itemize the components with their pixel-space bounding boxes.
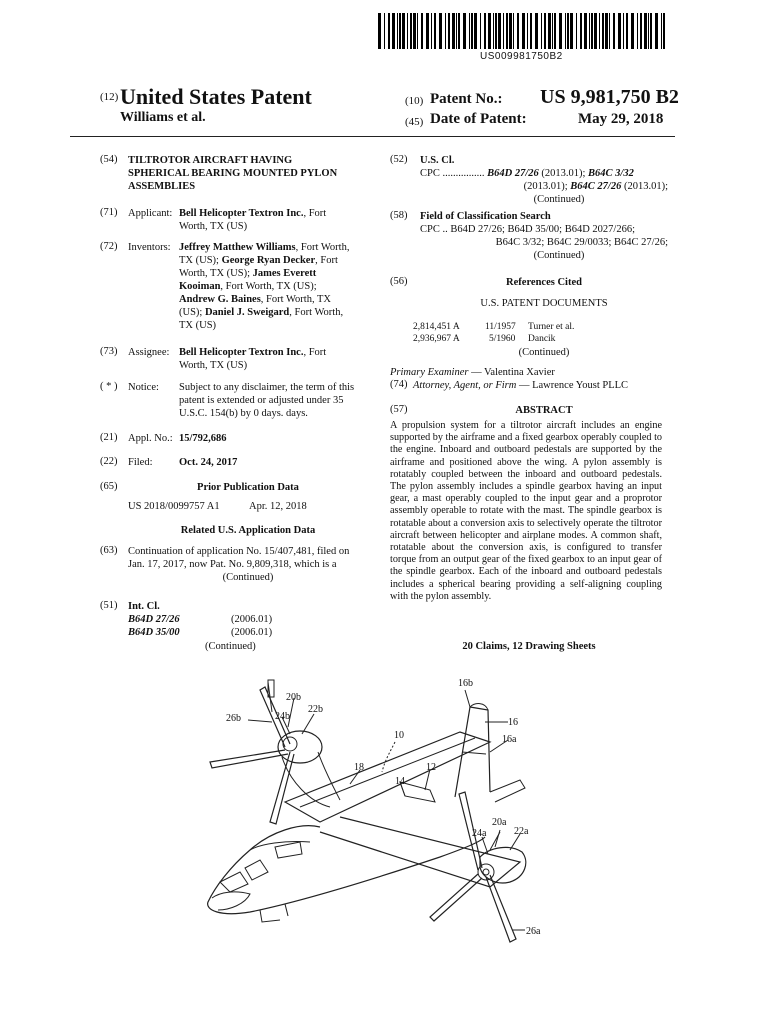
barcode (378, 13, 668, 49)
barcode-bar (480, 13, 481, 49)
filed-label: Filed: (128, 457, 153, 468)
inventors-code: (72) (100, 241, 118, 252)
abstract-heading: ABSTRACT (515, 405, 573, 416)
patent-number: US 9,981,750 B2 (540, 86, 679, 108)
inventor-line: TX (US); George Ryan Decker, Fort (179, 255, 338, 266)
field-search-code: (58) (390, 210, 408, 221)
barcode-bar (456, 13, 457, 49)
barcode-bar (544, 13, 546, 49)
barcode-bar (410, 13, 412, 49)
barcode-bar (503, 13, 504, 49)
barcode-bar (452, 13, 455, 49)
patent-no-code: (10) (405, 95, 424, 107)
inventor-line: TX (US) (179, 320, 217, 331)
barcode-bar (591, 13, 593, 49)
int-cl-code: (51) (100, 600, 118, 611)
barcode-bar (623, 13, 624, 49)
barcode-bar (570, 13, 573, 49)
barcode-bar (594, 13, 597, 49)
barcode-bar (631, 13, 634, 49)
barcode-bar (397, 13, 398, 49)
barcode-bar (648, 13, 649, 49)
barcode-bar (417, 13, 418, 49)
inventors-label: Inventors: (128, 242, 171, 253)
barcode-bar (445, 13, 446, 49)
label-20b: 20b (286, 692, 301, 703)
label-24a: 24a (472, 828, 487, 839)
barcode-bar (434, 13, 436, 49)
int-cl-continued: (Continued) (205, 641, 256, 652)
ref-date-1: 11/1957 (485, 322, 516, 332)
barcode-bar (650, 13, 652, 49)
appl-no-value: 15/792,686 (179, 433, 227, 444)
appl-no-code: (21) (100, 432, 118, 443)
abstract-code: (57) (390, 404, 408, 415)
barcode-bar (469, 13, 470, 49)
continuation-text: Continuation of application No. 15/407,481, filed on Jan. 17, 2017, now Pat. No. 9,809,318, which is a (Continued) (128, 546, 350, 583)
ref-number-1: 2,814,451 A (413, 322, 460, 332)
prior-pub-date: Apr. 12, 2018 (249, 501, 307, 512)
barcode-bar (661, 13, 662, 49)
appl-no-label: Appl. No.: (128, 433, 173, 444)
barcode-bar (474, 13, 477, 49)
inventors-short: Williams et al. (120, 110, 206, 125)
barcode-bar (378, 13, 381, 49)
inventors-list (179, 241, 349, 332)
int-cl-version-1: (2006.01) (231, 614, 273, 625)
barcode-bar (458, 13, 460, 49)
barcode-bar (498, 13, 501, 49)
barcode-bar (399, 13, 401, 49)
inventor-line: Jeffrey Matthew Williams, Fort Worth, (179, 242, 350, 253)
label-10: 10 (394, 730, 404, 741)
barcode-bar (554, 13, 556, 49)
barcode-bar (559, 13, 562, 49)
us-cl-continued: (Continued) (533, 194, 585, 205)
us-cl-code: (52) (390, 154, 408, 165)
barcode-bar (439, 13, 442, 49)
ref-name-2: Dancik (528, 334, 556, 344)
barcode-bar (618, 13, 621, 49)
barcode-bar (640, 13, 642, 49)
barcode-bar (527, 13, 528, 49)
barcode-bar (567, 13, 569, 49)
barcode-bar (541, 13, 542, 49)
invention-title: TILTROTOR AIRCRAFT HAVING SPHERICAL BEARING MOUNTED PYLON ASSEMBLIES (128, 155, 338, 192)
inventor-line: Andrew G. Baines, Fort Worth, TX (179, 294, 332, 305)
barcode-bar (599, 13, 600, 49)
inventor-line: (US); Daniel J. Sweigard, Fort Worth, (179, 307, 344, 318)
label-24b: 24b (275, 711, 290, 722)
barcode-bar (509, 13, 512, 49)
barcode-bar (493, 13, 494, 49)
barcode-bar (626, 13, 628, 49)
barcode-bar (407, 13, 408, 49)
barcode-bar (495, 13, 497, 49)
assignee-value: Bell Helicopter Textron Inc., Fort Worth, TX (US) (179, 347, 327, 371)
date-label: Date of Patent: (430, 111, 527, 127)
barcode-bar (609, 13, 610, 49)
barcode-bar (431, 13, 432, 49)
barcode-bar (602, 13, 604, 49)
label-26a: 26a (526, 926, 541, 937)
barcode-bar (426, 13, 429, 49)
filed-code: (22) (100, 456, 118, 467)
refs-code: (56) (390, 276, 408, 287)
barcode-bar (535, 13, 538, 49)
refs-heading: References Cited (506, 277, 582, 288)
label-16: 16 (508, 717, 518, 728)
barcode-bar (448, 13, 450, 49)
barcode-bar (522, 13, 525, 49)
us-cl-cpc-line1: CPC ................ B64D 27/26 (2013.01); B64C 3/32 (420, 168, 634, 179)
attorney-code: (74) (390, 379, 408, 390)
int-cl-class-1: B64D 27/26 (128, 614, 180, 625)
ref-name-1: Turner et al. (528, 322, 575, 332)
barcode-bar (413, 13, 416, 49)
barcode-bar (565, 13, 566, 49)
int-cl-class-2: B64D 35/00 (128, 627, 180, 638)
assignee-label: Assignee: (128, 347, 170, 358)
applicant-value: Bell Helicopter Textron Inc., Fort Worth, TX (US) (179, 208, 327, 232)
barcode-bar (580, 13, 582, 49)
barcode-bar (576, 13, 577, 49)
ref-number-2: 2,936,967 A (413, 334, 460, 344)
field-search-text: CPC .. B64D 27/26; B64D 35/00; B64D 2027/266; B64C 3/32; B64C 29/0033; B64C 27/26; (Continued) (420, 224, 668, 261)
barcode-bar (589, 13, 590, 49)
barcode-bar (637, 13, 638, 49)
int-cl-version-2: (2006.01) (231, 627, 273, 638)
inventor-line: Kooiman, Fort Worth, TX (US); (179, 281, 317, 292)
barcode-bar (471, 13, 473, 49)
barcode-bar (655, 13, 658, 49)
filed-value: Oct. 24, 2017 (179, 457, 238, 468)
barcode-bar (506, 13, 508, 49)
us-cl-cpc-line2: (2013.01); B64C 27/26 (2013.01); (523, 181, 668, 192)
ref-date-2: 5/1960 (489, 334, 516, 344)
label-16b: 16b (458, 678, 473, 689)
label-20a: 20a (492, 817, 507, 828)
barcode-bar (663, 13, 665, 49)
label-18: 18 (354, 762, 364, 773)
label-12: 12 (426, 762, 436, 773)
assignee-code: (73) (100, 346, 118, 357)
continuation-code: (63) (100, 545, 118, 556)
inventor-line: Worth, TX (US); James Everett (179, 268, 317, 279)
barcode-bar (644, 13, 647, 49)
barcode-bar (402, 13, 405, 49)
barcode-bar (463, 13, 466, 49)
tiltrotor-figure (190, 672, 590, 1012)
date-code: (45) (405, 116, 424, 128)
prior-pub-code: (65) (100, 481, 118, 492)
claims-summary: 20 Claims, 12 Drawing Sheets (462, 641, 596, 652)
barcode-bar (392, 13, 395, 49)
label-22b: 22b (308, 704, 323, 715)
notice-code: ( * ) (100, 381, 118, 392)
prior-pub-heading: Prior Publication Data (197, 482, 299, 493)
barcode-bar (552, 13, 553, 49)
barcode-bar (513, 13, 514, 49)
barcode-bar (421, 13, 423, 49)
label-14: 14 (395, 776, 405, 787)
barcode-bar (517, 13, 519, 49)
barcode-bar (584, 13, 587, 49)
patent-type-title: United States Patent (120, 84, 312, 109)
barcode-bar (488, 13, 491, 49)
refs-subheading: U.S. PATENT DOCUMENTS (480, 298, 608, 309)
barcode-bar (605, 13, 608, 49)
label-22a: 22a (514, 826, 529, 837)
label-26b: 26b (226, 713, 241, 724)
abstract-text: A propulsion system for a tiltrotor aircraft includes an engine supported by the airframe and a fixed gearbox operably coupled to the engine. Inboard and outboard pedestals are supported by the airframe and positioned above the wing. A pylon assembly is rotatably coupled between the inboard and outboard pedestals. The pylon assembly includes a spindle gearbox having an input gear, a mast operably coupled to the input gear and a proprotor assembly operable to rotate with the mast. The spindle gearbox is rotatable about a conversion axis to selectively operate the tiltrotor aircraft between helicopter and airplane modes. A common shaft, rotatable about the conversion axis, is configured to transfer torque from an output gear of the fixed gearbox to an input gear of the spindle gearbox. Each of the inboard and outboard pedestals includes a spherical bearing providing a self-aligning coupling with the pylon assembly. (390, 420, 662, 602)
label-16a: 16a (502, 734, 517, 745)
prior-pub-number: US 2018/0099757 A1 (128, 501, 220, 512)
barcode-bar (548, 13, 551, 49)
refs-continued: (Continued) (518, 347, 570, 358)
applicant-code: (71) (100, 207, 118, 218)
barcode-bar (530, 13, 532, 49)
notice-label: Notice: (128, 382, 159, 393)
int-cl-label: Int. Cl. (128, 601, 160, 612)
kind-code: (12) (100, 91, 119, 103)
barcode-bar (484, 13, 486, 49)
barcode-bar (384, 13, 385, 49)
related-heading: Related U.S. Application Data (180, 525, 316, 536)
applicant-label: Applicant: (128, 208, 173, 219)
us-cl-label: U.S. Cl. (420, 155, 455, 166)
attorney-line: Attorney, Agent, or Firm — Lawrence Youst PLLC (413, 380, 629, 391)
header-rule (70, 136, 675, 137)
barcode-number: US009981750B2 (480, 51, 563, 62)
examiner-line: Primary Examiner — Valentina Xavier (390, 367, 555, 378)
barcode-bar (613, 13, 615, 49)
notice-text: Subject to any disclaimer, the term of this patent is extended or adjusted under 35 U.S.C. 154(b) by 0 days. days. (179, 382, 355, 419)
barcode-bar (388, 13, 390, 49)
patent-no-label: Patent No.: (430, 91, 503, 107)
title-code: (54) (100, 154, 118, 165)
field-search-label: Field of Classification Search (420, 211, 551, 222)
patent-date: May 29, 2018 (578, 111, 664, 127)
